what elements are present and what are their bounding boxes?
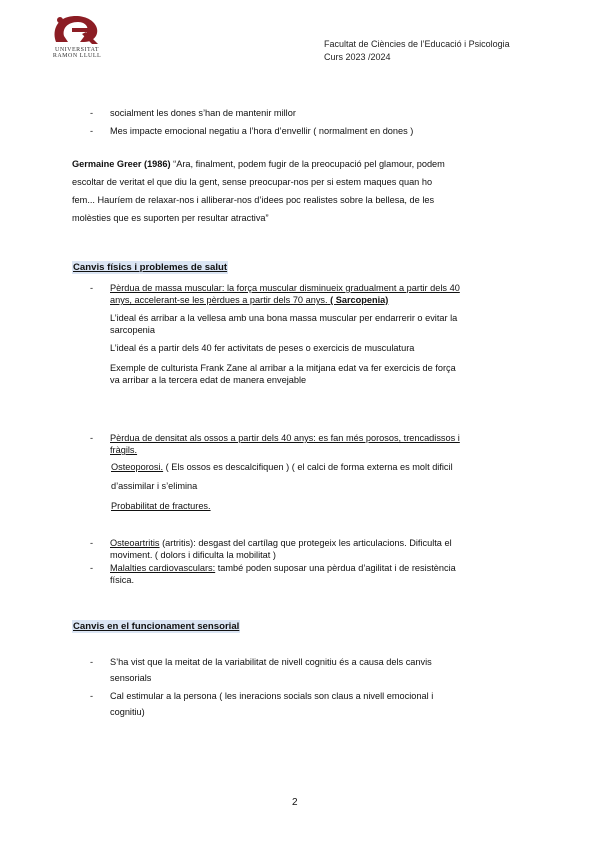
cardio-text: també poden suposar una pèrdua d’agilitat i de resistència [215, 563, 456, 573]
muscle-ideal-line-2: sarcopenia [110, 325, 155, 335]
fracture-probability: Probabilitat de fractures. [111, 501, 211, 511]
logo-text-line2: RAMON LLULL [52, 53, 102, 59]
quote-author: Germaine Greer (1986) [72, 159, 171, 169]
intro-bullet-1: socialment les dones s’han de mantenir millor [110, 108, 296, 118]
sensory-bullet-1-line-2: sensorials [110, 673, 152, 683]
cardio-term: Malalties cardiovasculars: [110, 563, 216, 573]
muscle-ideal-40: L’ideal és a partir dels 40 fer activitats de peses o exercicis de musculatura [110, 343, 415, 353]
page-header [324, 38, 510, 64]
section-heading-physical-changes: Canvis físics i problemes de salut [73, 262, 228, 273]
university-logo [44, 14, 110, 58]
osteoporosis-line-1 [111, 461, 453, 474]
bullet-dash: - [90, 108, 94, 118]
osteoporosis-term: Osteoporosi. [111, 462, 164, 472]
bullet-dash: - [90, 691, 94, 701]
sarcopenia-term: ( Sarcopenia) [327, 295, 389, 305]
section-heading-sensory-changes: Canvis en el funcionament sensorial [73, 621, 240, 632]
arthritis-text: (artritis): desgast del cartílag que protegeix les articulacions. Dificulta el [159, 538, 452, 548]
quote-text-1: “Ara, finalment, podem fugir de la preocupació pel glamour, podem [170, 159, 445, 169]
quote-line-1 [72, 158, 445, 171]
intro-bullet-2: Mes impacte emocional negatiu a l’hora d’envellir ( normalment en dones ) [110, 126, 414, 136]
logo-text-line1: UNIVERSITAT [54, 47, 100, 53]
sensory-bullet-2-line-1: Cal estimular a la persona ( les ineracions socials son claus a nivell emocional i [110, 691, 434, 701]
cardio-line-2: física. [110, 575, 134, 585]
bullet-dash: - [90, 433, 94, 443]
logo-caption [44, 47, 110, 59]
muscle-ideal-line-1: L’ideal és arribar a la vellesa amb una bona massa muscular per endarrerir o evitar la [110, 313, 458, 323]
bone-density-line-1: Pèrdua de densitat als ossos a partir dels 40 anys: es fan més porosos, trencadissos i [110, 433, 460, 443]
culturist-example-line-1: Exemple de culturista Frank Zane al arribar a la mitjana edat va fer exercicis de força [110, 363, 456, 373]
muscle-loss-line-2 [110, 294, 388, 307]
arthritis-term: Osteoartritis [110, 538, 160, 548]
osteoporosis-text: ( Els ossos es descalcifiquen ) ( el calci de forma externa es molt dificil [163, 462, 453, 472]
bullet-dash: - [90, 283, 94, 293]
muscle-loss-line-1: Pèrdua de massa muscular: la força muscular disminueix gradualment a partir dels 40 [110, 283, 460, 293]
quote-line-2: escoltar de veritat el que diu la gent, sense preocupar-nos per si estem maques quan ho [72, 177, 433, 187]
bullet-dash: - [90, 657, 94, 667]
muscle-loss-text-2: anys, accelerant-se les pèrdues a partir dels 70 anys. [110, 295, 328, 305]
university-emblem-icon [50, 14, 104, 46]
bullet-dash: - [90, 563, 94, 573]
osteoporosis-line-2: d’assimilar i s’elimina [111, 481, 198, 491]
course-year: Curs 2023 /2024 [324, 52, 391, 62]
bullet-dash: - [90, 126, 94, 136]
faculty-name: Facultat de Ciències de l’Educació i Psicologia [324, 39, 510, 49]
quote-line-3: fem... Hauríem de relaxar-nos i alliberar-nos d’idees poc realistes sobre la bellesa, de les [72, 195, 435, 205]
arthritis-line-2: moviment. ( dolors i dificulta la mobilitat ) [110, 550, 276, 560]
culturist-example-line-2: va arribar a la tercera edat de manera envejable [110, 375, 307, 385]
sensory-bullet-2-line-2: cognitiu) [110, 707, 145, 717]
cardio-line-1 [110, 562, 456, 575]
bullet-dash: - [90, 538, 94, 548]
bone-density-line-2: fràgils. [110, 445, 138, 455]
quote-line-4: molèsties que es suporten per resultar atractiva” [72, 213, 269, 223]
sensory-bullet-1-line-1: S’ha vist que la meitat de la variabilitat de nivell cognitiu és a causa dels canvis [110, 657, 432, 667]
page-number: 2 [292, 797, 298, 808]
